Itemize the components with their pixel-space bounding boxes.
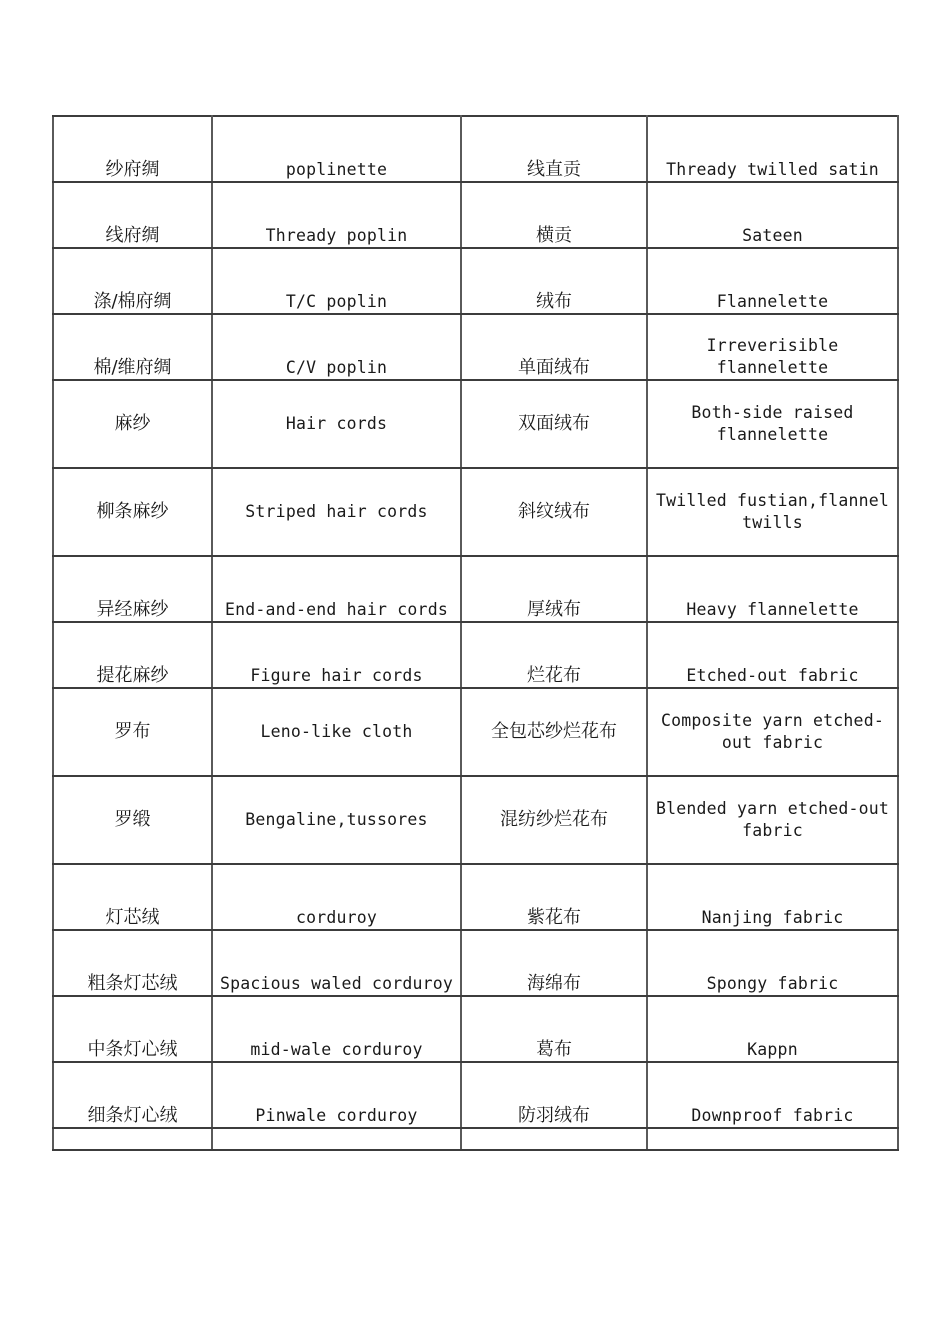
chinese-term-cell: 绒布: [461, 248, 647, 314]
english-term-cell: T/C poplin: [212, 248, 461, 314]
empty-cell: [461, 1128, 647, 1150]
chinese-term-cell: 灯芯绒: [53, 864, 212, 930]
chinese-term-cell: 纱府绸: [53, 116, 212, 182]
english-term-cell: Leno-like cloth: [212, 688, 461, 776]
english-term-cell: Twilled fustian,flannel twills: [647, 468, 898, 556]
chinese-term-cell: 厚绒布: [461, 556, 647, 622]
fabric-glossary-table: [52, 115, 899, 1151]
english-term-cell: Sateen: [647, 182, 898, 248]
english-term-cell: Hair cords: [212, 380, 461, 468]
chinese-term-cell: 涤/棉府绸: [53, 248, 212, 314]
english-term-cell: Spacious waled corduroy: [212, 930, 461, 996]
chinese-term-cell: 葛布: [461, 996, 647, 1062]
empty-cell: [53, 1128, 212, 1150]
table-row: [53, 468, 898, 556]
table-row: [53, 996, 898, 1062]
chinese-term-cell: 柳条麻纱: [53, 468, 212, 556]
chinese-term-cell: 全包芯纱烂花布: [461, 688, 647, 776]
chinese-term-cell: 棉/维府绸: [53, 314, 212, 380]
english-term-cell: corduroy: [212, 864, 461, 930]
chinese-term-cell: 单面绒布: [461, 314, 647, 380]
english-term-cell: Heavy flannelette: [647, 556, 898, 622]
english-term-cell: poplinette: [212, 116, 461, 182]
english-term-cell: Nanjing fabric: [647, 864, 898, 930]
english-term-cell: Kappn: [647, 996, 898, 1062]
empty-cell: [647, 1128, 898, 1150]
chinese-term-cell: 防羽绒布: [461, 1062, 647, 1128]
chinese-term-cell: 横贡: [461, 182, 647, 248]
english-term-cell: Spongy fabric: [647, 930, 898, 996]
table-row: [53, 380, 898, 468]
english-term-cell: Etched-out fabric: [647, 622, 898, 688]
empty-cell: [212, 1128, 461, 1150]
chinese-term-cell: 线直贡: [461, 116, 647, 182]
chinese-term-cell: 斜纹绒布: [461, 468, 647, 556]
chinese-term-cell: 粗条灯芯绒: [53, 930, 212, 996]
english-term-cell: End-and-end hair cords: [212, 556, 461, 622]
table-row: [53, 248, 898, 314]
english-term-cell: Pinwale corduroy: [212, 1062, 461, 1128]
table-row: [53, 864, 898, 930]
chinese-term-cell: 双面绒布: [461, 380, 647, 468]
chinese-term-cell: 提花麻纱: [53, 622, 212, 688]
english-term-cell: Flannelette: [647, 248, 898, 314]
english-term-cell: C/V poplin: [212, 314, 461, 380]
chinese-term-cell: 海绵布: [461, 930, 647, 996]
english-term-cell: Bengaline,tussores: [212, 776, 461, 864]
chinese-term-cell: 异经麻纱: [53, 556, 212, 622]
english-term-cell: Thready poplin: [212, 182, 461, 248]
chinese-term-cell: 细条灯心绒: [53, 1062, 212, 1128]
chinese-term-cell: 麻纱: [53, 380, 212, 468]
english-term-cell: Both-side raised flannelette: [647, 380, 898, 468]
table-row: [53, 314, 898, 380]
chinese-term-cell: 罗缎: [53, 776, 212, 864]
empty-table-row: [53, 1128, 898, 1150]
chinese-term-cell: 罗布: [53, 688, 212, 776]
english-term-cell: Striped hair cords: [212, 468, 461, 556]
table-row: [53, 556, 898, 622]
chinese-term-cell: 中条灯心绒: [53, 996, 212, 1062]
english-term-cell: Downproof fabric: [647, 1062, 898, 1128]
english-term-cell: Composite yarn etched-out fabric: [647, 688, 898, 776]
chinese-term-cell: 混纺纱烂花布: [461, 776, 647, 864]
english-term-cell: Irreverisible flannelette: [647, 314, 898, 380]
english-term-cell: Figure hair cords: [212, 622, 461, 688]
table-row: [53, 930, 898, 996]
chinese-term-cell: 烂花布: [461, 622, 647, 688]
table-row: [53, 776, 898, 864]
chinese-term-cell: 线府绸: [53, 182, 212, 248]
english-term-cell: Blended yarn etched-out fabric: [647, 776, 898, 864]
chinese-term-cell: 紫花布: [461, 864, 647, 930]
table-row: [53, 622, 898, 688]
table-row: [53, 1062, 898, 1128]
english-term-cell: Thready twilled satin: [647, 116, 898, 182]
table-row: [53, 688, 898, 776]
table-row: [53, 182, 898, 248]
table-row: [53, 116, 898, 182]
english-term-cell: mid-wale corduroy: [212, 996, 461, 1062]
